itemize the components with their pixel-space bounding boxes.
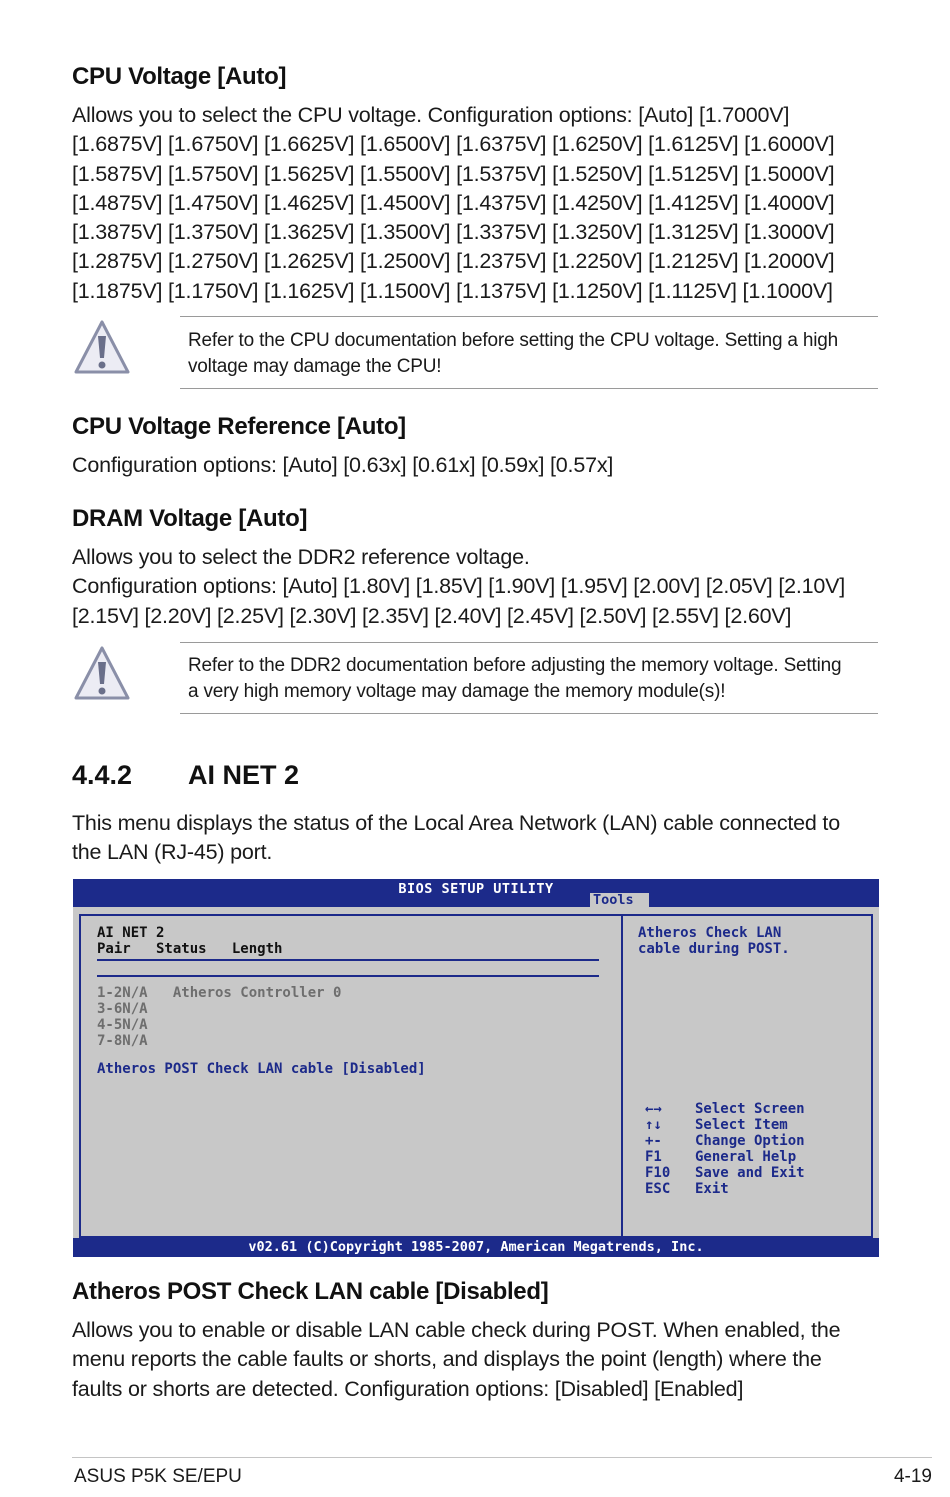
bios-title: BIOS SETUP UTILITY	[398, 881, 554, 897]
divider	[180, 388, 878, 389]
key-label: ESC	[645, 1181, 671, 1197]
warning-icon	[72, 318, 132, 378]
divider	[97, 959, 599, 961]
warning-icon	[72, 644, 132, 704]
cpu-voltage-warning	[72, 316, 878, 390]
key-label: +-	[645, 1133, 662, 1149]
atheros-post-check-description	[72, 1316, 892, 1404]
text-line: [1.5875V] [1.5750V] [1.5625V] [1.5500V] [1.5375V] [1.5250V] [1.5125V] [1.5000V]	[72, 161, 835, 186]
page-number: 4-19	[893, 1466, 932, 1487]
help-text: Atheros Check LAN	[638, 925, 782, 941]
key-description: Save and Exit	[695, 1165, 805, 1181]
divider	[180, 713, 878, 714]
ai-net-description	[72, 809, 882, 868]
key-description: General Help	[695, 1149, 797, 1165]
text-line: the LAN (RJ-45) port.	[72, 840, 273, 865]
arrows-up-down-icon: ↑↓	[645, 1117, 662, 1133]
tab-tools[interactable]: Tools	[590, 893, 649, 908]
section-number: 4.4.2	[72, 760, 133, 790]
atheros-post-check-option[interactable]: Atheros POST Check LAN cable [Disabled]	[97, 1061, 426, 1077]
text-line: [1.4875V] [1.4750V] [1.4625V] [1.4500V] [1.4375V] [1.4250V] [1.4125V] [1.4000V]	[72, 190, 835, 215]
key-description: Select Screen	[695, 1101, 805, 1117]
dram-voltage-warning	[72, 642, 878, 716]
text-line: Refer to the DDR2 documentation before adjusting the memory voltage. Setting	[188, 655, 842, 676]
text-line: [2.15V] [2.20V] [2.25V] [2.30V] [2.35V] [2.40V] [2.45V] [2.50V] [2.55V] [2.60V]	[72, 603, 792, 628]
cpu-voltage-description	[72, 101, 882, 306]
text-line: voltage may damage the CPU!	[188, 356, 442, 377]
bios-help-panel	[621, 914, 873, 1238]
key-description: Exit	[695, 1181, 729, 1197]
text-line: menu reports the cable faults or shorts, and displays the point (length) where the	[72, 1347, 822, 1372]
text-line: [1.6875V] [1.6750V] [1.6625V] [1.6500V] [1.6375V] [1.6250V] [1.6125V] [1.6000V]	[72, 132, 835, 157]
help-text: cable during POST.	[638, 941, 790, 957]
divider	[180, 642, 878, 643]
arrows-left-right-icon: ←→	[645, 1101, 662, 1117]
key-description: Change Option	[695, 1133, 805, 1149]
bios-pair-row: 3-6N/A	[97, 1001, 148, 1017]
text-line: Allows you to select the CPU voltage. Configuration options: [Auto] [1.7000V]	[72, 103, 790, 127]
section-title: AI NET 2	[188, 760, 300, 790]
bios-pair-row: 7-8N/A	[97, 1033, 148, 1049]
text-line: Allows you to enable or disable LAN cable check during POST. When enabled, the	[72, 1318, 841, 1342]
footer-divider	[72, 1457, 932, 1458]
warning-text	[188, 328, 874, 380]
divider	[97, 975, 599, 977]
key-label: F1	[645, 1149, 662, 1165]
ai-net-section-heading	[72, 760, 299, 791]
cpu-voltage-heading: CPU Voltage [Auto]	[72, 63, 287, 90]
cpu-voltage-reference-options: Configuration options: [Auto] [0.63x] [0.61x] [0.59x] [0.57x]	[72, 453, 614, 477]
text-line: This menu displays the status of the Local Area Network (LAN) cable connected to	[72, 811, 840, 835]
text-line: Refer to the CPU documentation before setting the CPU voltage. Setting a high	[188, 330, 838, 351]
warning-text	[188, 653, 874, 705]
text-line: faults or shorts are detected. Configuration options: [Disabled] [Enabled]	[72, 1376, 744, 1401]
text-line: Allows you to select the DDR2 reference voltage.	[72, 545, 530, 569]
cpu-voltage-reference-heading: CPU Voltage Reference [Auto]	[72, 413, 406, 440]
text-line: [1.1875V] [1.1750V] [1.1625V] [1.1500V] [1.1375V] [1.1250V] [1.1125V] [1.1000V]	[72, 278, 833, 303]
bios-main-panel	[79, 914, 621, 1238]
bios-copyright-bar: v02.61 (C)Copyright 1985-2007, American Megatrends, Inc.	[73, 1238, 879, 1257]
bios-pair-row: 1-2N/A Atheros Controller 0	[97, 985, 342, 1001]
text-line: a very high memory voltage may damage the memory module(s)!	[188, 681, 726, 702]
key-description: Select Item	[695, 1117, 788, 1133]
footer-product-name: ASUS P5K SE/EPU	[74, 1466, 242, 1487]
bios-column-headers: Pair Status Length	[97, 941, 283, 957]
bios-pair-row: 4-5N/A	[97, 1017, 148, 1033]
bios-screen	[73, 879, 879, 1257]
divider	[180, 316, 878, 317]
dram-voltage-heading: DRAM Voltage [Auto]	[72, 505, 308, 532]
dram-voltage-description	[72, 543, 892, 631]
text-line: Configuration options: [Auto] [1.80V] [1.85V] [1.90V] [1.95V] [2.00V] [2.05V] [2.10V]	[72, 574, 846, 599]
atheros-post-check-heading: Atheros POST Check LAN cable [Disabled]	[72, 1278, 549, 1305]
key-label: F10	[645, 1165, 671, 1181]
text-line: [1.3875V] [1.3750V] [1.3625V] [1.3500V] [1.3375V] [1.3250V] [1.3125V] [1.3000V]	[72, 220, 835, 245]
bios-page-heading: AI NET 2	[97, 925, 165, 941]
text-line: [1.2875V] [1.2750V] [1.2625V] [1.2500V] [1.2375V] [1.2250V] [1.2125V] [1.2000V]	[72, 249, 835, 274]
